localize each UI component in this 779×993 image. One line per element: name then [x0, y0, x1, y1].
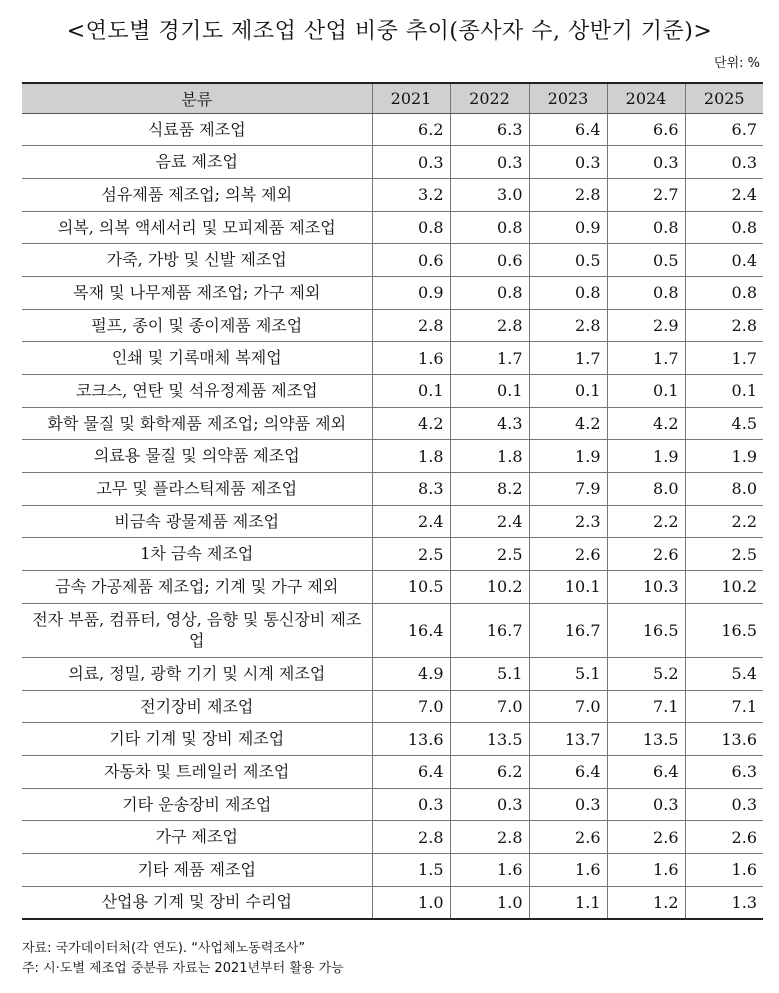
category-cell: 목재 및 나무제품 제조업; 가구 제외: [22, 276, 372, 309]
value-cell: 6.3: [450, 113, 529, 146]
unit-label: 단위: %: [714, 56, 760, 71]
value-cell: 0.8: [450, 211, 529, 244]
category-cell: 식료품 제조업: [22, 113, 372, 146]
category-cell: 산업용 기계 및 장비 수리업: [22, 886, 372, 919]
value-cell: 10.5: [372, 571, 450, 604]
table-row: [22, 603, 763, 657]
table-row: [22, 723, 763, 756]
value-cell: 1.7: [607, 342, 685, 375]
value-cell: 1.6: [450, 853, 529, 886]
value-cell: 0.1: [450, 375, 529, 408]
value-cell: 1.5: [372, 853, 450, 886]
category-cell: 자동차 및 트레일러 제조업: [22, 755, 372, 788]
value-cell: 2.6: [607, 538, 685, 571]
category-cell: 의복, 의복 액세서리 및 모피제품 제조업: [22, 211, 372, 244]
value-cell: 7.0: [529, 690, 607, 723]
table-row: [22, 755, 763, 788]
table-row: [22, 375, 763, 408]
value-cell: 13.7: [529, 723, 607, 756]
value-cell: 0.3: [607, 146, 685, 179]
value-cell: 0.3: [372, 788, 450, 821]
value-cell: 13.6: [685, 723, 763, 756]
value-cell: 5.4: [685, 657, 763, 690]
value-cell: 2.8: [450, 821, 529, 854]
category-cell: 섬유제품 제조업; 의복 제외: [22, 178, 372, 211]
table-row: [22, 788, 763, 821]
value-cell: 0.8: [450, 276, 529, 309]
table-row: [22, 853, 763, 886]
value-cell: 6.4: [372, 755, 450, 788]
value-cell: 6.4: [607, 755, 685, 788]
value-cell: 1.2: [607, 886, 685, 919]
category-cell: 화학 물질 및 화학제품 제조업; 의약품 제외: [22, 407, 372, 440]
value-cell: 0.8: [372, 211, 450, 244]
value-cell: 1.7: [529, 342, 607, 375]
industry-share-table: [22, 82, 763, 920]
value-cell: 16.5: [685, 603, 763, 657]
header-year: 2025: [685, 83, 763, 113]
value-cell: 2.4: [372, 505, 450, 538]
value-cell: 2.3: [529, 505, 607, 538]
table-row: [22, 211, 763, 244]
table-row: [22, 473, 763, 506]
value-cell: 0.5: [607, 244, 685, 277]
category-cell: 인쇄 및 기록매체 복제업: [22, 342, 372, 375]
value-cell: 0.1: [529, 375, 607, 408]
value-cell: 2.8: [372, 821, 450, 854]
value-cell: 2.5: [450, 538, 529, 571]
table-row: [22, 342, 763, 375]
value-cell: 4.2: [607, 407, 685, 440]
value-cell: 5.2: [607, 657, 685, 690]
value-cell: 8.0: [607, 473, 685, 506]
value-cell: 0.3: [685, 146, 763, 179]
value-cell: 5.1: [529, 657, 607, 690]
header-year: 2021: [372, 83, 450, 113]
value-cell: 8.2: [450, 473, 529, 506]
footnote: 주: 시·도별 제조업 중분류 자료는 2021년부터 활용 가능: [22, 961, 344, 976]
value-cell: 1.9: [685, 440, 763, 473]
table-row: [22, 178, 763, 211]
value-cell: 8.3: [372, 473, 450, 506]
category-cell: 고무 및 플라스틱제품 제조업: [22, 473, 372, 506]
value-cell: 0.8: [685, 211, 763, 244]
table-row: [22, 113, 763, 146]
category-cell: 기타 제품 제조업: [22, 853, 372, 886]
category-cell: 의료, 정밀, 광학 기기 및 시계 제조업: [22, 657, 372, 690]
value-cell: 0.3: [529, 146, 607, 179]
value-cell: 1.0: [450, 886, 529, 919]
category-cell: 가죽, 가방 및 신발 제조업: [22, 244, 372, 277]
table-row: [22, 276, 763, 309]
value-cell: 1.9: [607, 440, 685, 473]
table-body: [22, 113, 763, 919]
value-cell: 2.8: [529, 178, 607, 211]
value-cell: 10.1: [529, 571, 607, 604]
value-cell: 0.1: [607, 375, 685, 408]
value-cell: 4.5: [685, 407, 763, 440]
value-cell: 7.0: [450, 690, 529, 723]
value-cell: 3.2: [372, 178, 450, 211]
category-cell: 금속 가공제품 제조업; 기계 및 가구 제외: [22, 571, 372, 604]
value-cell: 1.6: [529, 853, 607, 886]
value-cell: 10.3: [607, 571, 685, 604]
value-cell: 16.4: [372, 603, 450, 657]
value-cell: 1.0: [372, 886, 450, 919]
value-cell: 4.2: [372, 407, 450, 440]
value-cell: 10.2: [450, 571, 529, 604]
value-cell: 0.8: [607, 276, 685, 309]
header-year: 2023: [529, 83, 607, 113]
category-cell: 전자 부품, 컴퓨터, 영상, 음향 및 통신장비 제조업: [22, 603, 372, 657]
table-row: [22, 407, 763, 440]
table-title: <연도별 경기도 제조업 산업 비중 추이(종사자 수, 상반기 기준)>: [66, 19, 713, 44]
category-cell: 1차 금속 제조업: [22, 538, 372, 571]
table-row: [22, 244, 763, 277]
value-cell: 1.8: [450, 440, 529, 473]
category-cell: 음료 제조업: [22, 146, 372, 179]
value-cell: 6.4: [529, 113, 607, 146]
value-cell: 2.6: [529, 821, 607, 854]
value-cell: 2.9: [607, 309, 685, 342]
value-cell: 4.2: [529, 407, 607, 440]
table-row: [22, 538, 763, 571]
table-row: [22, 440, 763, 473]
value-cell: 1.9: [529, 440, 607, 473]
table-row: [22, 657, 763, 690]
value-cell: 2.8: [529, 309, 607, 342]
header-year: 2024: [607, 83, 685, 113]
value-cell: 2.2: [607, 505, 685, 538]
value-cell: 0.6: [372, 244, 450, 277]
value-cell: 1.6: [685, 853, 763, 886]
value-cell: 0.1: [372, 375, 450, 408]
value-cell: 7.1: [607, 690, 685, 723]
value-cell: 2.5: [372, 538, 450, 571]
value-cell: 0.3: [372, 146, 450, 179]
category-cell: 전기장비 제조업: [22, 690, 372, 723]
category-cell: 기타 기계 및 장비 제조업: [22, 723, 372, 756]
value-cell: 6.7: [685, 113, 763, 146]
value-cell: 3.0: [450, 178, 529, 211]
value-cell: 10.2: [685, 571, 763, 604]
table-row: [22, 571, 763, 604]
value-cell: 16.7: [529, 603, 607, 657]
value-cell: 1.7: [450, 342, 529, 375]
value-cell: 16.7: [450, 603, 529, 657]
table-row: [22, 821, 763, 854]
value-cell: 0.3: [450, 788, 529, 821]
category-cell: 가구 제조업: [22, 821, 372, 854]
value-cell: 0.8: [685, 276, 763, 309]
value-cell: 0.5: [529, 244, 607, 277]
value-cell: 6.3: [685, 755, 763, 788]
value-cell: 6.4: [529, 755, 607, 788]
value-cell: 6.6: [607, 113, 685, 146]
value-cell: 1.8: [372, 440, 450, 473]
value-cell: 1.3: [685, 886, 763, 919]
header-year: 2022: [450, 83, 529, 113]
value-cell: 2.6: [607, 821, 685, 854]
value-cell: 0.9: [529, 211, 607, 244]
value-cell: 7.0: [372, 690, 450, 723]
value-cell: 2.8: [685, 309, 763, 342]
header-category: 분류: [22, 83, 372, 113]
value-cell: 16.5: [607, 603, 685, 657]
value-cell: 1.6: [607, 853, 685, 886]
value-cell: 2.2: [685, 505, 763, 538]
category-cell: 의료용 물질 및 의약품 제조업: [22, 440, 372, 473]
table-row: [22, 690, 763, 723]
value-cell: 7.1: [685, 690, 763, 723]
value-cell: 7.9: [529, 473, 607, 506]
category-cell: 기타 운송장비 제조업: [22, 788, 372, 821]
value-cell: 0.8: [607, 211, 685, 244]
category-cell: 펄프, 종이 및 종이제품 제조업: [22, 309, 372, 342]
value-cell: 0.3: [607, 788, 685, 821]
value-cell: 2.6: [529, 538, 607, 571]
value-cell: 1.1: [529, 886, 607, 919]
value-cell: 0.1: [685, 375, 763, 408]
value-cell: 0.3: [529, 788, 607, 821]
value-cell: 0.3: [685, 788, 763, 821]
table-row: [22, 309, 763, 342]
value-cell: 2.8: [372, 309, 450, 342]
value-cell: 0.8: [529, 276, 607, 309]
value-cell: 0.6: [450, 244, 529, 277]
value-cell: 13.5: [607, 723, 685, 756]
value-cell: 4.3: [450, 407, 529, 440]
value-cell: 0.3: [450, 146, 529, 179]
value-cell: 6.2: [450, 755, 529, 788]
value-cell: 0.9: [372, 276, 450, 309]
value-cell: 2.5: [685, 538, 763, 571]
table-row: [22, 505, 763, 538]
table-row: [22, 886, 763, 919]
value-cell: 8.0: [685, 473, 763, 506]
value-cell: 2.7: [607, 178, 685, 211]
value-cell: 4.9: [372, 657, 450, 690]
value-cell: 2.4: [450, 505, 529, 538]
table-row: [22, 146, 763, 179]
value-cell: 2.8: [450, 309, 529, 342]
value-cell: 1.6: [372, 342, 450, 375]
value-cell: 6.2: [372, 113, 450, 146]
value-cell: 0.4: [685, 244, 763, 277]
category-cell: 비금속 광물제품 제조업: [22, 505, 372, 538]
source-note: 자료: 국가데이터처(각 연도). “사업체노동력조사”: [22, 941, 306, 956]
value-cell: 13.6: [372, 723, 450, 756]
value-cell: 2.4: [685, 178, 763, 211]
value-cell: 5.1: [450, 657, 529, 690]
notes: [22, 939, 344, 979]
header-row: [22, 83, 763, 113]
value-cell: 1.7: [685, 342, 763, 375]
value-cell: 13.5: [450, 723, 529, 756]
category-cell: 코크스, 연탄 및 석유정제품 제조업: [22, 375, 372, 408]
value-cell: 2.6: [685, 821, 763, 854]
